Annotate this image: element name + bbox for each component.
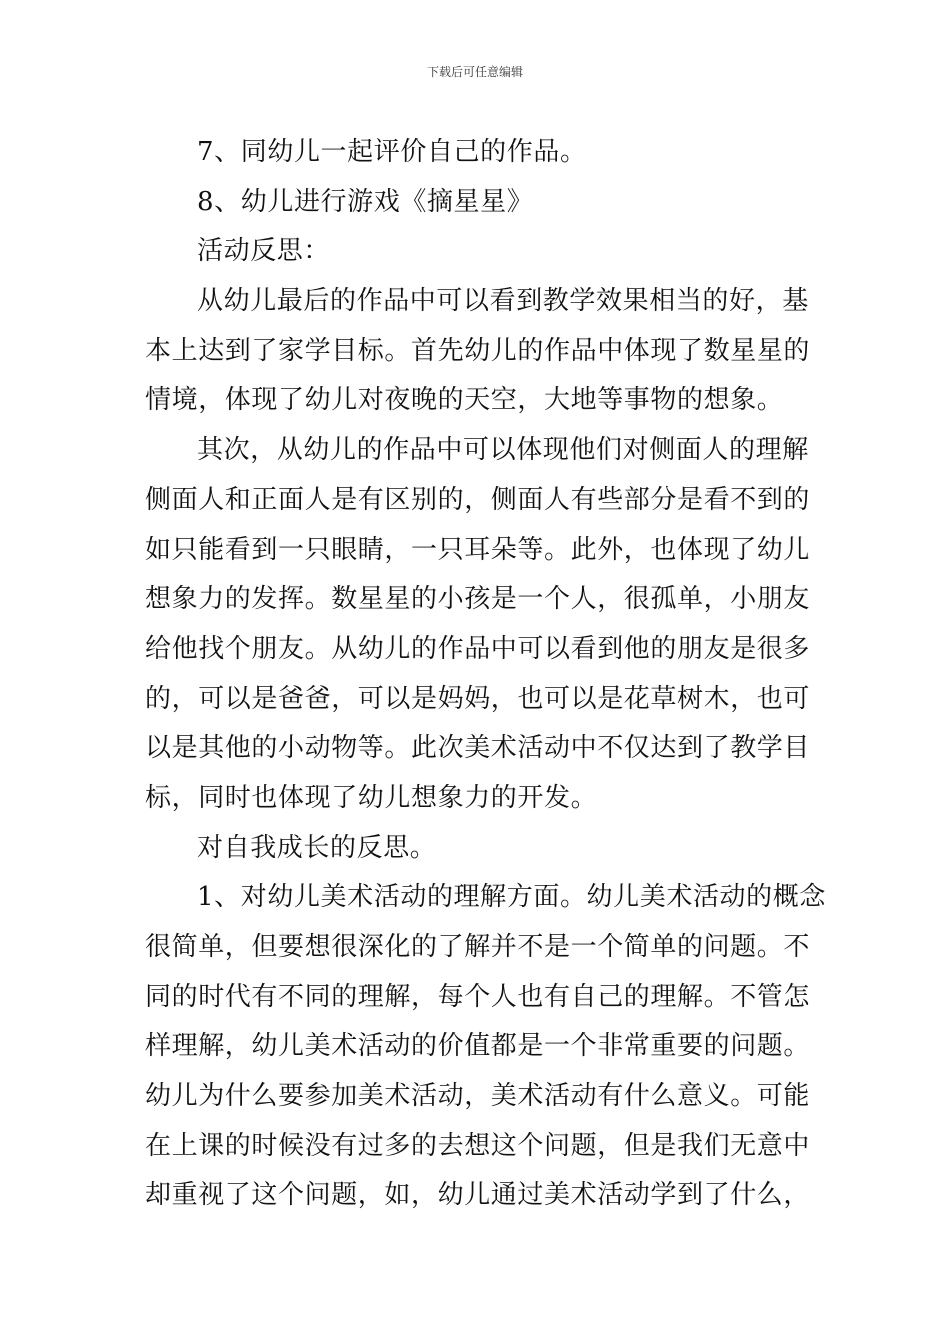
text-line: 标，同时也体现了幼儿想象力的开发。 bbox=[145, 782, 598, 813]
document-body bbox=[145, 128, 826, 1221]
text-line: 以是其他的小动物等。此次美术活动中不仅达到了教学目 bbox=[145, 733, 811, 764]
text-line: 幼儿为什么要参加美术活动，美术活动有什么意义。可能 bbox=[145, 1081, 811, 1112]
text-line: 情境，体现了幼儿对夜晚的天空，大地等事物的想象。 bbox=[145, 385, 784, 416]
text-line: 的，可以是爸爸，可以是妈妈，也可以是花草树木，也可 bbox=[145, 683, 811, 714]
text-line: 从幼儿最后的作品中可以看到教学效果相当的好，基 bbox=[197, 286, 809, 317]
text-line: 7、同幼儿一起评价自己的作品。 bbox=[197, 137, 587, 167]
text-line: 其次，从幼儿的作品中可以体现他们对侧面人的理解 bbox=[197, 435, 809, 466]
text-line: 给他找个朋友。从幼儿的作品中可以看到他的朋友是很多 bbox=[145, 633, 811, 664]
text-line: 很简单，但要想很深化的了解并不是一个简单的问题。不 bbox=[145, 932, 811, 962]
page-header: 下载后可任意编辑 bbox=[426, 65, 523, 79]
text-line: 同的时代有不同的理解，每个人也有自己的理解。不管怎 bbox=[145, 981, 811, 1012]
text-line: 1、对幼儿美术活动的理解方面。幼儿美术活动的概念 bbox=[197, 882, 826, 913]
text-line: 想象力的发挥。数星星的小孩是一个人，很孤单，小朋友 bbox=[145, 584, 811, 615]
section-heading: 活动反思： bbox=[197, 236, 331, 267]
text-line: 8、幼儿进行游戏《摘星星》 bbox=[197, 186, 534, 217]
text-line: 在上课的时候没有过多的去想这个问题，但是我们无意中 bbox=[145, 1130, 811, 1161]
text-line: 侧面人和正面人是有区别的，侧面人有些部分是看不到的 bbox=[145, 484, 811, 515]
text-line: 如只能看到一只眼睛，一只耳朵等。此外，也体现了幼儿 bbox=[145, 534, 811, 565]
section-heading: 对自我成长的反思。 bbox=[197, 832, 437, 863]
text-line: 却重视了这个问题，如，幼儿通过美术活动学到了什么， bbox=[145, 1180, 811, 1211]
text-line: 本上达到了家学目标。首先幼儿的作品中体现了数星星的 bbox=[145, 335, 811, 366]
text-line: 样理解，幼儿美术活动的价值都是一个非常重要的问题。 bbox=[145, 1031, 811, 1062]
